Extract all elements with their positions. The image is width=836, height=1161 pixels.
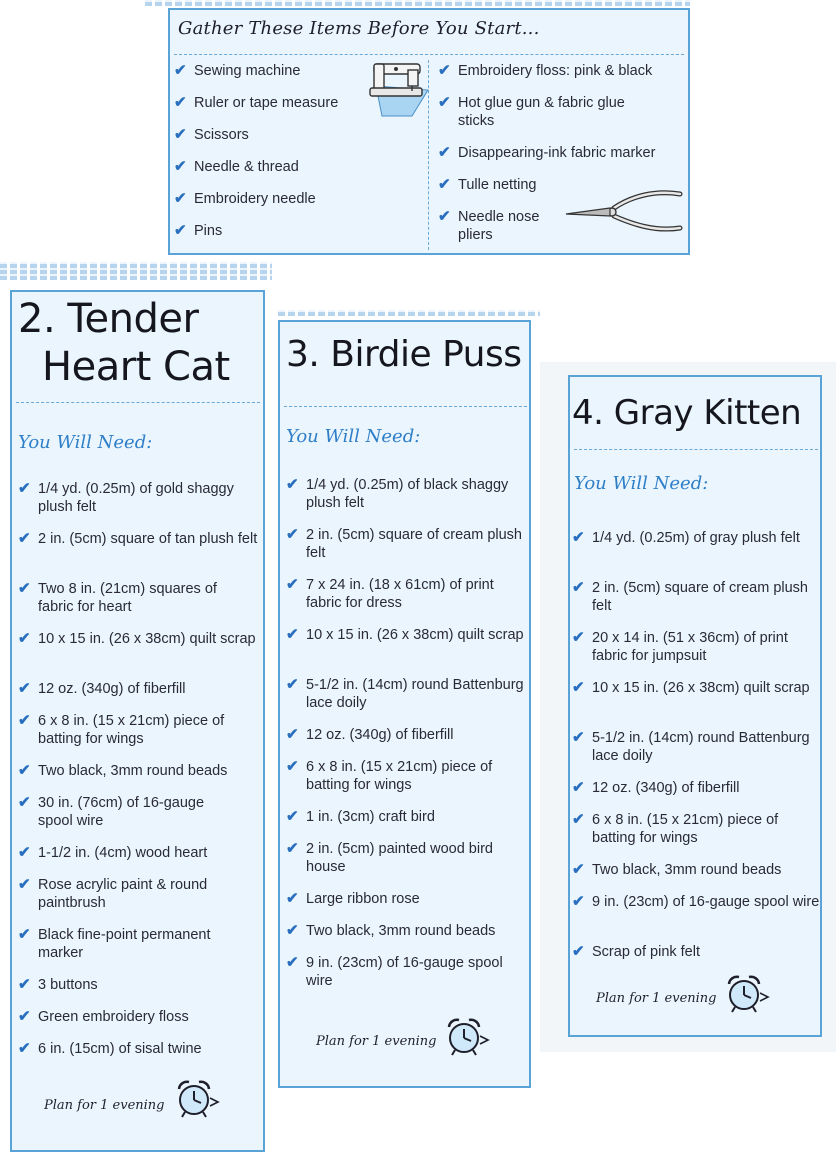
list-item: ✔ 6 x 8 in. (15 x 21cm) piece of batting for wings	[18, 712, 225, 747]
list-item: ✔ 12 oz. (340g) of fiberfill	[572, 779, 740, 796]
you-will-need-heading: You Will Need:	[574, 473, 709, 494]
checkmark-icon: ✔	[572, 893, 585, 910]
checkmark-icon: ✔	[438, 94, 451, 111]
checkmark-icon: ✔	[286, 808, 299, 825]
alarm-clock-icon	[172, 1076, 222, 1122]
checkmark-icon: ✔	[18, 762, 31, 779]
list-item: ✔ 3 buttons	[18, 976, 98, 993]
list-item: ✔ Ruler or tape measure	[174, 94, 339, 111]
checkmark-icon: ✔	[286, 726, 299, 743]
alarm-clock-icon	[722, 971, 772, 1017]
list-item: ✔ Two 8 in. (21cm) squares of fabric for heart	[18, 580, 217, 615]
list-item: ✔ Needle & thread	[174, 158, 299, 175]
plan-time-label: Plan for 1 evening	[44, 1098, 165, 1113]
checkmark-icon: ✔	[438, 62, 451, 79]
alarm-clock-icon	[442, 1014, 492, 1060]
list-item: ✔ Two black, 3mm round beads	[572, 861, 782, 878]
checkmark-icon: ✔	[18, 1040, 31, 1057]
checkmark-icon: ✔	[18, 530, 31, 547]
top-plaid-strip	[145, 0, 690, 6]
checkmark-icon: ✔	[174, 190, 187, 207]
list-item: ✔ 2 in. (5cm) square of cream plush felt	[572, 579, 808, 614]
list-item: ✔ Embroidery floss: pink & black	[438, 62, 653, 79]
left-plaid-strip	[0, 262, 272, 280]
checkmark-icon: ✔	[438, 144, 451, 161]
checkmark-icon: ✔	[572, 629, 585, 646]
checkmark-icon: ✔	[286, 840, 299, 857]
list-item: ✔ Hot glue gun & fabric glue sticks	[438, 94, 625, 129]
plan-time-label: Plan for 1 evening	[316, 1034, 437, 1049]
list-item: ✔ 2 in. (5cm) painted wood bird house	[286, 840, 493, 875]
checkmark-icon: ✔	[286, 954, 299, 971]
checkmark-icon: ✔	[438, 176, 451, 193]
list-item: ✔ 20 x 14 in. (51 x 36cm) of print fabric for jumpsuit	[572, 629, 788, 664]
checkmark-icon: ✔	[18, 976, 31, 993]
checkmark-icon: ✔	[572, 811, 585, 828]
list-item: ✔ 1/4 yd. (0.25m) of gray plush felt	[572, 529, 800, 546]
checkmark-icon: ✔	[438, 208, 451, 225]
checkmark-icon: ✔	[18, 580, 31, 597]
list-item: ✔ 1/4 yd. (0.25m) of black shaggy plush felt	[286, 476, 509, 511]
list-item: ✔ 12 oz. (340g) of fiberfill	[18, 680, 186, 697]
list-item: ✔ 6 x 8 in. (15 x 21cm) piece of batting for wings	[286, 758, 493, 793]
you-will-need-heading: You Will Need:	[18, 432, 153, 453]
list-item: ✔ 6 x 8 in. (15 x 21cm) piece of batting for wings	[572, 811, 779, 846]
checkmark-icon: ✔	[286, 890, 299, 907]
gather-title-divider	[174, 54, 684, 55]
list-item: ✔ 2 in. (5cm) square of tan plush felt	[18, 530, 258, 547]
checkmark-icon: ✔	[286, 676, 299, 693]
checkmark-icon: ✔	[18, 794, 31, 811]
list-item: ✔ Rose acrylic paint & round paintbrush	[18, 876, 208, 911]
card-title-divider	[574, 449, 818, 450]
plan-time-label: Plan for 1 evening	[596, 991, 717, 1006]
card-tender-heart-cat	[10, 290, 265, 1152]
list-item: ✔ 12 oz. (340g) of fiberfill	[286, 726, 454, 743]
you-will-need-heading: You Will Need:	[286, 426, 421, 447]
checkmark-icon: ✔	[572, 679, 585, 696]
checkmark-icon: ✔	[286, 758, 299, 775]
list-item: ✔ Large ribbon rose	[286, 890, 420, 907]
card-gray-kitten	[568, 375, 822, 1037]
checkmark-icon: ✔	[18, 926, 31, 943]
list-item: ✔ Pins	[174, 222, 223, 239]
checkmark-icon: ✔	[18, 630, 31, 647]
checkmark-icon: ✔	[286, 626, 299, 643]
checkmark-icon: ✔	[18, 1008, 31, 1025]
card-title-line2: Heart Cat	[42, 344, 230, 390]
checkmark-icon: ✔	[18, 680, 31, 697]
list-item: ✔ Tulle netting	[438, 176, 537, 193]
list-item: ✔ Scrap of pink felt	[572, 943, 700, 960]
checkmark-icon: ✔	[572, 729, 585, 746]
list-item: ✔ 10 x 15 in. (26 x 38cm) quilt scrap	[286, 626, 524, 643]
list-item: ✔ 7 x 24 in. (18 x 61cm) of print fabric for dress	[286, 576, 494, 611]
list-item: ✔ Disappearing-ink fabric marker	[438, 144, 656, 161]
checkmark-icon: ✔	[18, 480, 31, 497]
list-item: ✔ 5-1/2 in. (14cm) round Battenburg lace doily	[572, 729, 810, 764]
list-item: ✔ 10 x 15 in. (26 x 38cm) quilt scrap	[18, 630, 256, 647]
card-title-line1: 3. Birdie Puss	[286, 334, 522, 375]
list-item: ✔ 10 x 15 in. (26 x 38cm) quilt scrap	[572, 679, 810, 696]
card-birdie-puss	[278, 320, 531, 1088]
checkmark-icon: ✔	[286, 922, 299, 939]
middle-plaid-strip	[278, 310, 540, 316]
list-item: ✔ 1-1/2 in. (4cm) wood heart	[18, 844, 208, 861]
list-item: ✔ 6 in. (15cm) of sisal twine	[18, 1040, 202, 1057]
list-item: ✔ Scissors	[174, 126, 249, 143]
checkmark-icon: ✔	[572, 943, 585, 960]
gather-items-box	[168, 8, 690, 255]
list-item: ✔ 1 in. (3cm) craft bird	[286, 808, 435, 825]
list-item: ✔ Needle nose pliers	[438, 208, 540, 243]
checkmark-icon: ✔	[572, 861, 585, 878]
list-item: ✔ Black fine-point permanent marker	[18, 926, 211, 961]
list-item: ✔ 9 in. (23cm) of 16-gauge spool wire	[572, 893, 820, 910]
list-item: ✔ 30 in. (76cm) of 16-gauge spool wire	[18, 794, 205, 829]
checkmark-icon: ✔	[286, 526, 299, 543]
list-item: ✔ Two black, 3mm round beads	[18, 762, 228, 779]
checkmark-icon: ✔	[174, 62, 187, 79]
list-item: ✔ Sewing machine	[174, 62, 301, 79]
checkmark-icon: ✔	[286, 476, 299, 493]
checkmark-icon: ✔	[572, 579, 585, 596]
gather-title: Gather These Items Before You Start...	[178, 18, 540, 39]
checkmark-icon: ✔	[18, 876, 31, 893]
list-item: ✔ 2 in. (5cm) square of cream plush felt	[286, 526, 522, 561]
checkmark-icon: ✔	[18, 712, 31, 729]
checkmark-icon: ✔	[572, 779, 585, 796]
list-item: ✔ 1/4 yd. (0.25m) of gold shaggy plush felt	[18, 480, 234, 515]
checkmark-icon: ✔	[174, 126, 187, 143]
sewing-machine-icon	[368, 60, 430, 118]
list-item: ✔ 9 in. (23cm) of 16-gauge spool wire	[286, 954, 503, 989]
checkmark-icon: ✔	[174, 158, 187, 175]
list-item: ✔ Embroidery needle	[174, 190, 316, 207]
card-title-line1: 2. Tender	[18, 296, 199, 342]
list-item: ✔ Green embroidery floss	[18, 1008, 189, 1025]
checkmark-icon: ✔	[18, 844, 31, 861]
card-title-divider	[284, 406, 527, 407]
card-title-line1: 4. Gray Kitten	[572, 393, 802, 433]
pliers-icon	[560, 188, 685, 238]
checkmark-icon: ✔	[572, 529, 585, 546]
checkmark-icon: ✔	[174, 94, 187, 111]
checkmark-icon: ✔	[174, 222, 187, 239]
card-title-divider	[16, 402, 260, 403]
list-item: ✔ 5-1/2 in. (14cm) round Battenburg lace doily	[286, 676, 524, 711]
list-item: ✔ Two black, 3mm round beads	[286, 922, 496, 939]
checkmark-icon: ✔	[286, 576, 299, 593]
